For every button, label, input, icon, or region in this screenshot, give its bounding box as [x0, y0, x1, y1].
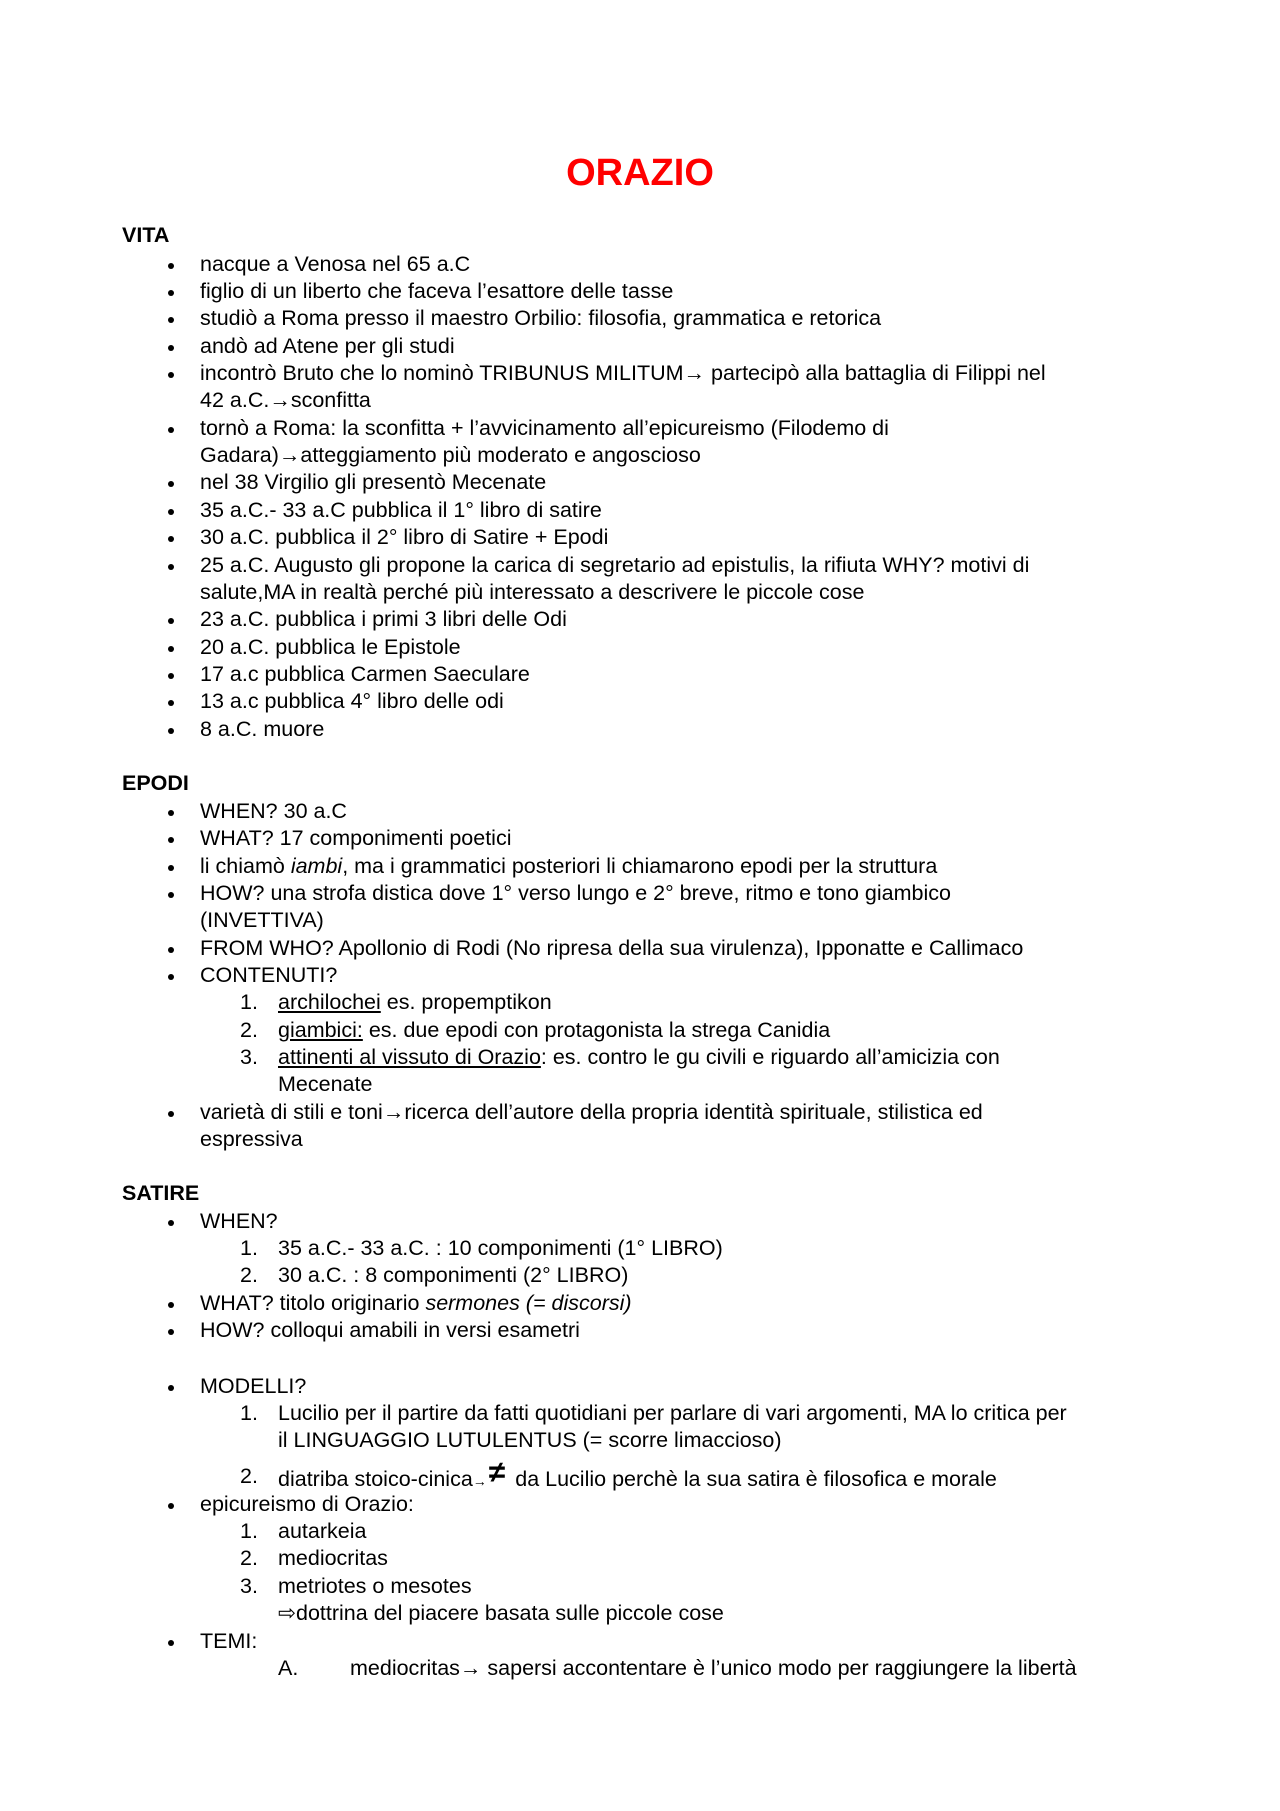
list-item: MODELLI?	[200, 1374, 307, 1398]
numbered-item	[278, 1017, 830, 1044]
list-item: tornò a Roma: la sconfitta + l’avvicinamento all’epicureismo (Filodemo di	[200, 416, 889, 440]
numbered-item	[278, 989, 552, 1016]
bullet	[168, 1302, 174, 1308]
text-segment: es. propemptikon	[380, 990, 552, 1014]
bullet	[168, 345, 174, 351]
section-heading-epodi: EPODI	[122, 771, 189, 795]
numbered-item-continuation: Mecenate	[278, 1072, 373, 1096]
bullet	[168, 509, 174, 515]
list-item: TEMI:	[200, 1629, 258, 1653]
list-item	[200, 853, 937, 880]
list-item: andò ad Atene per gli studi	[200, 334, 455, 358]
underlined-term: attinenti al vissuto di Orazio	[278, 1045, 541, 1069]
bullet	[168, 564, 174, 570]
bullet	[168, 1111, 174, 1117]
numbered-item	[278, 1044, 1000, 1071]
list-item: 17 a.c pubblica Carmen Saeculare	[200, 662, 530, 686]
bullet	[168, 700, 174, 706]
list-letter: A.	[278, 1656, 299, 1680]
page-title: ORAZIO	[566, 152, 714, 194]
list-item	[200, 1290, 632, 1317]
list-item: 8 a.C. muore	[200, 717, 325, 741]
list-number: 1.	[240, 990, 258, 1014]
numbered-item: Lucilio per il partire da fatti quotidiani per parlare di vari argomenti, MA lo critica per	[278, 1401, 1067, 1425]
bullet	[168, 1329, 174, 1335]
list-number: 2.	[240, 1546, 258, 1570]
list-item: WHAT? 17 componimenti poetici	[200, 826, 512, 850]
text-segment: es. due epodi con protagonista la strega Canidia	[362, 1018, 831, 1042]
text-segment: : es. contro le gu civili e riguardo all’amicizia con	[540, 1045, 1000, 1069]
bullet	[168, 1503, 174, 1509]
list-item: WHEN? 30 a.C	[200, 799, 347, 823]
numbered-item: mediocritas	[278, 1546, 388, 1570]
list-item: 25 a.C. Augusto gli propone la carica di segretario ad epistulis, la rifiuta WHY? motivi di	[200, 553, 1030, 577]
not-equal-icon: ≠	[488, 1456, 506, 1489]
bullet	[168, 481, 174, 487]
lettered-item: mediocritas→ sapersi accontentare è l’unico modo per raggiungere la libertà	[350, 1656, 1077, 1680]
bullet	[168, 646, 174, 652]
list-item: nel 38 Virgilio gli presentò Mecenate	[200, 470, 547, 494]
list-item: CONTENUTI?	[200, 963, 338, 987]
list-item-continuation: espressiva	[200, 1127, 303, 1151]
italic-term: iambi	[290, 854, 343, 878]
bullet	[168, 1385, 174, 1391]
list-item: 30 a.C. pubblica il 2° libro di Satire + Epodi	[200, 525, 609, 549]
list-number: 3.	[240, 1574, 258, 1598]
list-item: nacque a Venosa nel 65 a.C	[200, 252, 471, 276]
italic-term: sermones (= discorsi)	[425, 1291, 632, 1315]
bullet	[168, 427, 174, 433]
list-number: 1.	[240, 1519, 258, 1543]
list-item: varietà di stili e toni→ricerca dell’autore della propria identità spirituale, stilistica ed	[200, 1100, 983, 1124]
bullet	[168, 536, 174, 542]
list-item-continuation: (INVETTIVA)	[200, 908, 324, 932]
list-item-continuation: 42 a.C.→sconfitta	[200, 388, 371, 412]
text-segment: da Lucilio perchè la sua satira è filosofica e morale	[515, 1467, 997, 1491]
bullet	[168, 673, 174, 679]
text-segment: diatriba stoico-cinica	[278, 1467, 473, 1491]
list-number: 3.	[240, 1045, 258, 1069]
bullet	[168, 618, 174, 624]
list-item: 13 a.c pubblica 4° libro delle odi	[200, 689, 504, 713]
list-item: 35 a.C.- 33 a.C pubblica il 1° libro di satire	[200, 498, 602, 522]
list-item: WHEN?	[200, 1209, 278, 1233]
list-item: FROM WHO? Apollonio di Rodi (No ripresa della sua virulenza), Ipponatte e Callimaco	[200, 936, 1024, 960]
list-number: 2.	[240, 1263, 258, 1287]
list-item: studiò a Roma presso il maestro Orbilio: filosofia, grammatica e retorica	[200, 306, 882, 330]
bullet	[168, 810, 174, 816]
numbered-item: metriotes o mesotes	[278, 1574, 472, 1598]
text-segment: li chiamò	[200, 854, 291, 878]
list-number: 1.	[240, 1236, 258, 1260]
list-item: HOW? una strofa distica dove 1° verso lungo e 2° breve, ritmo e tono giambico	[200, 881, 951, 905]
list-item: 23 a.C. pubblica i primi 3 libri delle Odi	[200, 607, 567, 631]
bullet	[168, 263, 174, 269]
list-item: figlio di un liberto che faceva l’esattore delle tasse	[200, 279, 674, 303]
numbered-item-continuation: il LINGUAGGIO LUTULENTUS (= scorre limaccioso)	[278, 1428, 782, 1452]
text-segment: , ma i grammatici posteriori li chiamarono epodi per la struttura	[342, 854, 938, 878]
bullet	[168, 1640, 174, 1646]
bullet	[168, 1220, 174, 1226]
bullet	[168, 865, 174, 871]
underlined-term: giambici:	[278, 1018, 363, 1042]
underlined-term: archilochei	[278, 990, 381, 1014]
bullet	[168, 837, 174, 843]
list-item-continuation: salute,MA in realtà perché più interessato a descrivere le piccole cose	[200, 580, 865, 604]
bullet	[168, 974, 174, 980]
list-item-continuation: Gadara)→atteggiamento più moderato e angoscioso	[200, 443, 701, 467]
numbered-item-continuation: ⇨dottrina del piacere basata sulle piccole cose	[278, 1601, 724, 1625]
list-number: 1.	[240, 1401, 258, 1425]
bullet	[168, 892, 174, 898]
list-item: HOW? colloqui amabili in versi esametri	[200, 1318, 580, 1342]
arrow-icon: →	[472, 1473, 487, 1489]
bullet	[168, 317, 174, 323]
bullet	[168, 372, 174, 378]
section-heading-vita: VITA	[122, 223, 170, 247]
list-item: epicureismo di Orazio:	[200, 1492, 414, 1516]
text-segment: WHAT? titolo originario	[200, 1291, 426, 1315]
bullet	[168, 728, 174, 734]
numbered-item: 35 a.C.- 33 a.C. : 10 componimenti (1° LIBRO)	[278, 1236, 723, 1260]
numbered-item: 30 a.C. : 8 componimenti (2° LIBRO)	[278, 1263, 629, 1287]
list-item: 20 a.C. pubblica le Epistole	[200, 635, 461, 659]
section-heading-satire: SATIRE	[122, 1181, 200, 1205]
list-number: 2.	[240, 1018, 258, 1042]
bullet	[168, 947, 174, 953]
numbered-item: autarkeia	[278, 1519, 367, 1543]
bullet	[168, 290, 174, 296]
list-item: incontrò Bruto che lo nominò TRIBUNUS MILITUM→ partecipò alla battaglia di Filippi nel	[200, 361, 1046, 385]
list-number: 2.	[240, 1464, 258, 1488]
